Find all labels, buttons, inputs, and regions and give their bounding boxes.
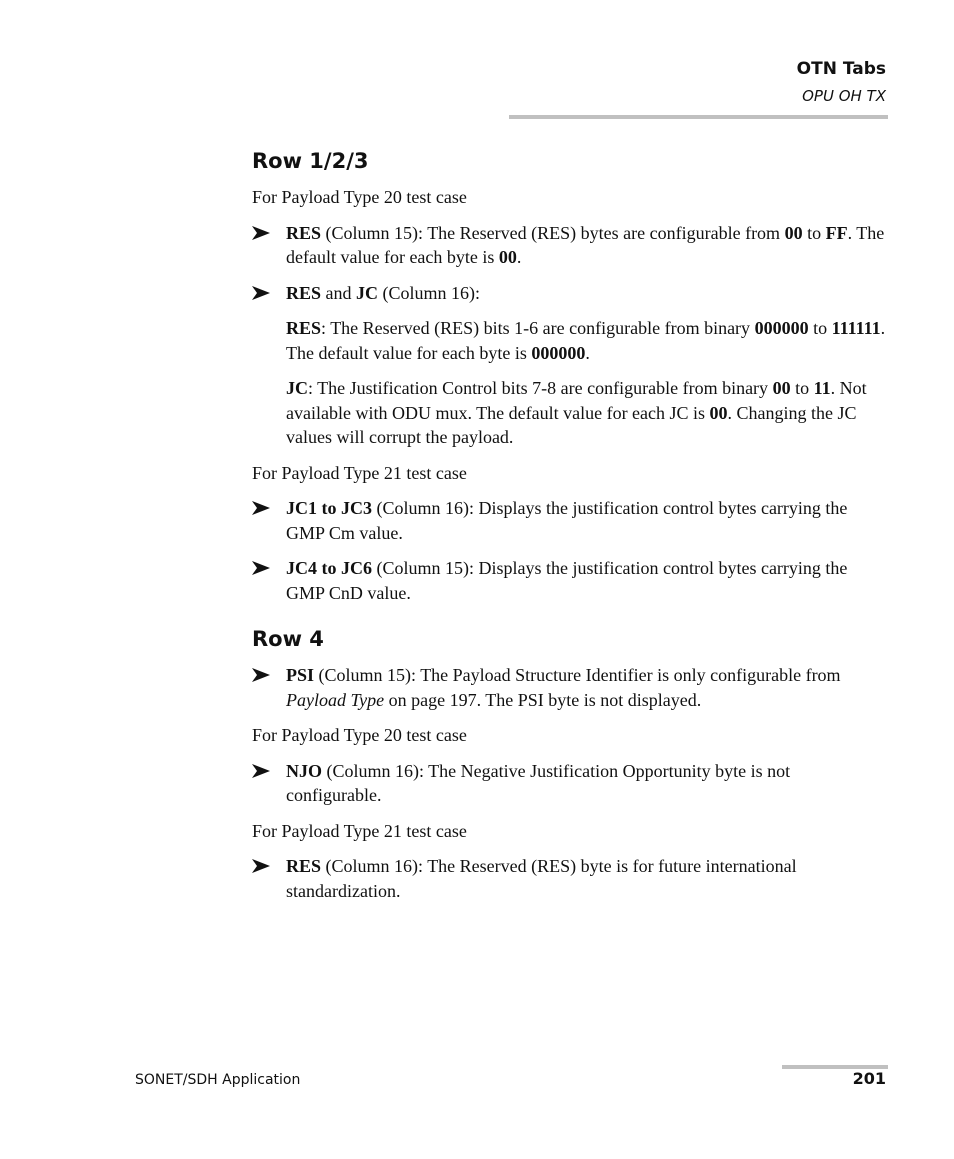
term: JC [286, 378, 308, 398]
header-subtitle: OPU OH TX [802, 87, 886, 105]
arrow-bullet-icon [252, 286, 270, 300]
text: (Column 16): Displays the justification control bytes carrying the GMP Cm value. [286, 498, 848, 543]
header-title: OTN Tabs [796, 59, 886, 79]
text: (Column 15): The Payload Structure Identifier is only configurable from [314, 665, 841, 685]
jc-bits-paragraph [252, 376, 888, 450]
arrow-bullet-icon [252, 226, 270, 240]
intro-payload-type-21: For Payload Type 21 test case [252, 462, 467, 483]
value: 00 [784, 222, 803, 243]
arrow-bullet-icon [252, 859, 270, 873]
term: JC1 to JC3 [286, 498, 372, 518]
term: NJO [286, 760, 322, 781]
payload-type-link[interactable]: Payload Type [286, 689, 385, 710]
text: and [321, 282, 357, 303]
term: JC [356, 282, 379, 303]
value: 000000 [754, 318, 809, 338]
text: on page 197. The PSI byte is not displayed. [384, 689, 702, 710]
arrow-bullet-icon [252, 501, 270, 515]
text: . Changing the JC values will corrupt the payload. [286, 402, 857, 447]
term: RES [286, 282, 322, 303]
res-bits-paragraph [252, 316, 888, 365]
text: (Column 15): The Reserved (RES) bytes are configurable from [321, 222, 785, 243]
list-item-jc4-to-jc6 [252, 556, 888, 605]
section-heading-row-1-2-3: Row 1/2/3 [252, 149, 369, 173]
text: (Column 15): Displays the justification control bytes carrying the GMP CnD value. [286, 558, 848, 603]
text: . The default value for each byte is [286, 222, 885, 267]
term: RES [286, 222, 322, 243]
intro-payload-type-20-row4: For Payload Type 20 test case [252, 725, 467, 745]
page-content [252, 147, 888, 914]
arrow-bullet-icon [252, 764, 270, 778]
header-divider [509, 115, 888, 119]
page-header [797, 58, 886, 106]
term: RES [286, 318, 322, 338]
text: to [802, 222, 826, 243]
arrow-bullet-icon [252, 561, 270, 575]
value: 000000 [531, 342, 586, 363]
value: 00 [498, 247, 517, 267]
text: to [790, 378, 814, 398]
text: : The Justification Control bits 7-8 are configurable from binary [308, 378, 773, 398]
arrow-bullet-icon [252, 668, 270, 682]
text: (Column 16): The Negative Justification Opportunity byte is not configurable. [286, 760, 791, 805]
value: 00 [709, 402, 728, 423]
term: JC4 to JC6 [286, 558, 372, 578]
text: (Column 16): The Reserved (RES) byte is for future international standardization. [286, 856, 797, 901]
section-heading-row-4: Row 4 [252, 627, 324, 651]
text: . Not available with ODU mux. The default value for each JC is [286, 378, 867, 423]
text: (Column 16): [378, 282, 481, 303]
intro-payload-type-20: For Payload Type 20 test case [252, 187, 467, 207]
list-item-jc1-to-jc3 [252, 496, 888, 545]
list-item-res-column-15 [252, 221, 888, 270]
text: : The Reserved (RES) bits 1-6 are configurable from binary [321, 318, 755, 338]
list-item-psi [252, 663, 888, 712]
text: . [585, 342, 590, 363]
value: 111111 [831, 318, 881, 338]
list-item-njo [252, 759, 888, 808]
intro-payload-type-21-row4: For Payload Type 21 test case [252, 820, 467, 841]
text: . The default value for each byte is [286, 318, 886, 363]
list-item-res-and-jc [252, 281, 888, 306]
value: 00 [772, 378, 791, 398]
text: . [516, 247, 522, 267]
page-number: 201 [852, 1069, 886, 1088]
term: RES [286, 856, 322, 876]
list-item-res-column-16 [252, 854, 888, 903]
term: PSI [286, 665, 315, 685]
value: 11 [813, 378, 831, 398]
footer-document-title: SONET/SDH Application [135, 1072, 301, 1088]
value: FF [825, 222, 848, 243]
text: to [808, 318, 832, 338]
